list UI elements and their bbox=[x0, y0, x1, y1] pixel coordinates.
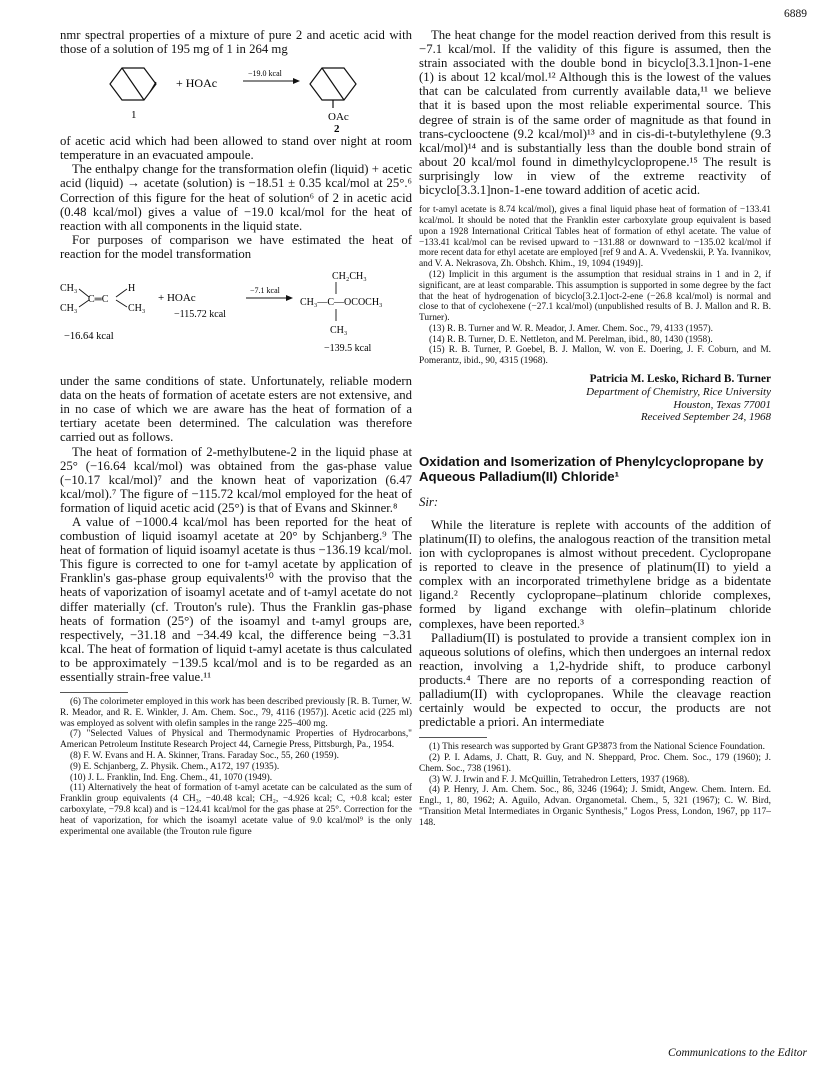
paragraph: The heat of formation of 2-methylbutene-2 in the liquid phase at 25° (−16.64 kcal/mol) was obtained from the gas-phase value (−10.17 kcal/mol)⁷ and the known heat of vaporization (6.47 kcal/mol).⁷ The figure of −115.72 kcal/mol employed for the heat of formation of liquid acetic acid (25°) is that of Evans and Skinner.⁸ bbox=[60, 444, 412, 515]
paragraph: of acetic acid which had been allowed to stand over night at room temperature in an evacuated ampoule. bbox=[60, 134, 412, 163]
affiliation-address: Houston, Texas 77001 bbox=[673, 398, 771, 411]
paragraph: The enthalpy change for the transformation olefin (liquid) + acetic acid (liquid) → acetate (solution) is −18.51 ± 0.35 kcal/mol at 25°.⁶ Correction of this figure for the heat of solution⁶ of 2 in acetic acid (0.48 kcal/mol) gives a value of −19.0 kcal/mol for the heat of reaction with all components in the liquid state. bbox=[60, 162, 412, 233]
hydrogen-label: H bbox=[128, 283, 136, 295]
model-reaction bbox=[60, 267, 412, 372]
paragraph: Palladium(II) is postulated to provide a transient complex ion in aqueous solutions of olefins, which then undergoes an internal redox reaction, involving a 1,2-hydride shift, to produce carbonyl products.⁴ There are no reports of a corresponding reaction of palladium(II) with cyclopropanes. While the cleavage reaction certainly would be expected to occur, the products are not predictable a priori. An intermediate bbox=[419, 630, 771, 730]
footnote: (15) R. B. Turner, P. Goebel, B. J. Mallon, W. von E. Doering, J. F. Coburn, and M. Pomerantz, ibid., 90, 4315 (1968). bbox=[419, 345, 771, 367]
methyl-label: CH₃ bbox=[330, 325, 348, 337]
footnote-divider bbox=[60, 692, 128, 693]
paragraph: under the same conditions of state. Unfortunately, reliable modern data on the heats of formation of acetate esters are not extensive, and in no case of which we are aware has the heat of formation of a tertiary acetate been determined. The calculation was therefore carried out as follows. bbox=[60, 374, 412, 445]
reagent-label: + HOAc bbox=[176, 76, 218, 91]
bicyclononene-structures bbox=[60, 62, 412, 132]
footnote: (6) The colorimeter employed in this work has been described previously [R. B. Turner, W. R. Meador, and R. E. Winkler, J. Am. Chem. Soc., 79, 4116 (1957)]. Acetic acid (225 ml) was employed as solvent with olefin samples in the range 225–400 mg. bbox=[60, 697, 412, 729]
arrow-label: −19.0 kcal bbox=[248, 69, 282, 79]
methyl-label: CH₃ bbox=[60, 283, 78, 295]
footnote: (2) P. I. Adams, J. Chatt, R. Guy, and N. Sheppard, Proc. Chem. Soc., 179 (1960); J. Chem. Soc., 738 (1961). bbox=[419, 753, 771, 774]
footnote: (13) R. B. Turner and W. R. Meador, J. Amer. Chem. Soc., 79, 4133 (1957). bbox=[429, 323, 713, 334]
double-bond-label: C═C bbox=[88, 294, 109, 306]
compound-label-2: 2 bbox=[334, 123, 340, 133]
salutation: Sir: bbox=[419, 494, 439, 509]
footnote: for t-amyl acetate is 8.74 kcal/mol), gives a final liquid phase heat of formation of −133.41 kcal/mol. It should be noted that the Franklin ester carboxylate group equivalent is based upon a 1928 International Critical Tables heat of formation of ethyl acetate. The value of −133.41 kcal/mol can be revised upward to −131.88 or downward to −135.02 kcal/mol if more recent data for ethyl acetate are employed [ref 9 and A. A. Vvedenskii, P. Ya. Ivannikov, and V. A. Nekrasova, Zh. Obshch. Khim., 19, 1094 (1949)]. bbox=[419, 205, 771, 270]
footnote: (3) W. J. Irwin and F. J. McQuillin, Tetrahedron Letters, 1937 (1968). bbox=[429, 774, 690, 785]
footnote: (9) E. Schjanberg, Z. Physik. Chem., A172, 197 (1935). bbox=[70, 761, 280, 772]
received-date: Received September 24, 1968 bbox=[640, 411, 771, 424]
right-column bbox=[419, 28, 771, 829]
reagent-label: + HOAc bbox=[158, 292, 196, 305]
article-title: Oxidation and Isomerization of Phenylcyclopropane by Aqueous Palladium(II) Chloride¹ bbox=[419, 453, 764, 485]
arrow-head-icon bbox=[286, 295, 293, 301]
affiliation: Department of Chemistry, Rice University bbox=[586, 386, 771, 399]
footnote: (11) Alternatively the heat of formation of t-amyl acetate can be calculated as the sum of Franklin group equivalents (4 CH₃, −40.48 kcal; CH₂, −4.926 kcal; C, +0.8 kcal; ester carboxylate, −79.8 kcal) and is −124.41 kcal/mol for the gas phase at 25°. Correction for the heat of vaporization, for which the isoamyl acetate value of 9.0 kcal/mol⁹ is the only experimental one available (the Trouton rule figure bbox=[60, 783, 412, 837]
product-energy: −139.5 kcal bbox=[324, 343, 372, 355]
footnote-divider bbox=[419, 737, 487, 738]
paragraph: While the literature is replete with accounts of the addition of platinum(II) to olefins, the analogous reaction of the transition metal ion with cyclopropanes is almost without precedent. Cyclopropane is reported to cleave in the presence of platinum(II) to yield a complex with an incorporated trimethylene bridge as a bidentate ligand.² Recently cyclopropane–platinum chloride complexes, formed by ligand exchange with olefin–platinum chloride complexes, have been reported.³ bbox=[419, 517, 771, 631]
paragraph: The heat change for the model reaction derived from this result is −7.1 kcal/mol. If the validity of this figure is assumed, then the strain associated with the double bond in bicyclo[3.3.1]non-1-ene (1) is about 12 kcal/mol.¹² Although this is the lowest of the values that can be calculated from currently available data,¹¹ we believe that it is based upon the most reliable experimental source. This degree of strain is of the same order of magnitude as that found in trans-cyclooctene (9.2 kcal/mol)¹³ and in cis-di-t-butylethylene (9.3 kcal/mol)¹⁴ and is substantially less than the double bond strain of about 20 kcal/mol found in dimethylcyclopropene.¹⁵ The result is surprisingly low in view of the extreme reactivity of bicyclo[3.3.1]non-1-ene toward addition of acetic acid. bbox=[419, 28, 771, 198]
arrow-head-icon bbox=[293, 78, 300, 84]
reaction-scheme-model bbox=[60, 267, 412, 372]
arrow-label: −7.1 kcal bbox=[250, 286, 280, 296]
quaternary-carbon-label: CH₃—C—OCOCH₃ bbox=[300, 297, 383, 309]
footnote: (14) R. B. Turner, D. E. Nettleton, and M. Perelman, ibid., 80, 1430 (1958). bbox=[429, 334, 713, 345]
methyl-label: CH₃ bbox=[128, 303, 146, 315]
authors: Patricia M. Lesko, Richard B. Turner bbox=[589, 373, 771, 386]
ethyl-label: CH₂CH₃ bbox=[332, 271, 367, 283]
page-number: 6889 bbox=[784, 8, 807, 20]
reaction-scheme-bicyclononene bbox=[60, 62, 412, 132]
paragraph: A value of −1000.4 kcal/mol has been reported for the heat of combustion of liquid isoamyl acetate at 20° by Schjanberg.⁹ The heat of formation of liquid isoamyl acetate is thus −136.19 kcal/mol. This figure is corrected to one for t-amyl acetate by application of Franklin's gas-phase group equivalents¹⁰ with the proviso that the heats of vaporization of isoamyl acetate and of t-amyl acetate do not differ materially (cf. Trouton's rule). Thus the Franklin gas-phase heats of formation (25°) of the isoamyl and t-amyl groups are, respectively, −31.18 and −34.49 kcal, the difference being −3.31 kcal. The heat of formation of liquid t-amyl acetate is thus calculated to be approximately −139.5 kcal/mol and is to be regarded as an essentially strain-free value.¹¹ bbox=[60, 514, 412, 684]
footnote: (12) Implicit in this argument is the assumption that residual strains in 1 and in 2, if significant, are at least comparable. This assumption is supported in some degree by the fact that the heat of hydrogenation of bicyclo[3.2.1]oct-2-ene (−26.8 kcal/mol) is normal and close to that of cyclohexene (−27.1 kcal/mol) (unpublished results of B. J. Mallon and R. B. Turner). bbox=[419, 269, 771, 324]
footnote: (1) This research was supported by Grant GP3873 from the National Science Foundation. bbox=[429, 742, 765, 753]
olefin-energy: −16.64 kcal bbox=[64, 331, 114, 343]
compound-label-1: 1 bbox=[131, 109, 137, 122]
footnote: (10) J. L. Franklin, Ind. Eng. Chem., 41, 1070 (1949). bbox=[70, 772, 273, 783]
methyl-label: CH₃ bbox=[60, 303, 78, 315]
paragraph: nmr spectral properties of a mixture of pure 2 and acetic acid with those of a solution of 195 mg of 1 in 264 mg bbox=[60, 28, 412, 57]
left-column bbox=[60, 28, 412, 837]
footnote: (7) "Selected Values of Physical and Thermodynamic Properties of Hydrocarbons," American Petroleum Institute Research Project 44, Carnegie Press, Pittsburgh, Pa., 1954. bbox=[60, 729, 412, 751]
footnote: (4) P. Henry, J. Am. Chem. Soc., 86, 3246 (1964); J. Smidt, Angew. Chem. Intern. Ed. Engl., 1, 80, 1962; A. Aguilo, Advan. Organometal. Chem., 5, 321 (1967); C. W. Bird, "Transition Metal Intermediates in Organic Synthesis," Logos Press, London, 1967, pp 117–148. bbox=[419, 785, 771, 828]
reagent-energy: −115.72 kcal bbox=[174, 309, 226, 321]
paragraph: For purposes of comparison we have estimated the heat of reaction for the model transformation bbox=[60, 232, 412, 261]
oac-label: OAc bbox=[328, 111, 349, 124]
section-footer: Communications to the Editor bbox=[668, 1047, 807, 1059]
footnote: (8) F. W. Evans and H. A. Skinner, Trans. Faraday Soc., 55, 260 (1959). bbox=[70, 751, 339, 762]
